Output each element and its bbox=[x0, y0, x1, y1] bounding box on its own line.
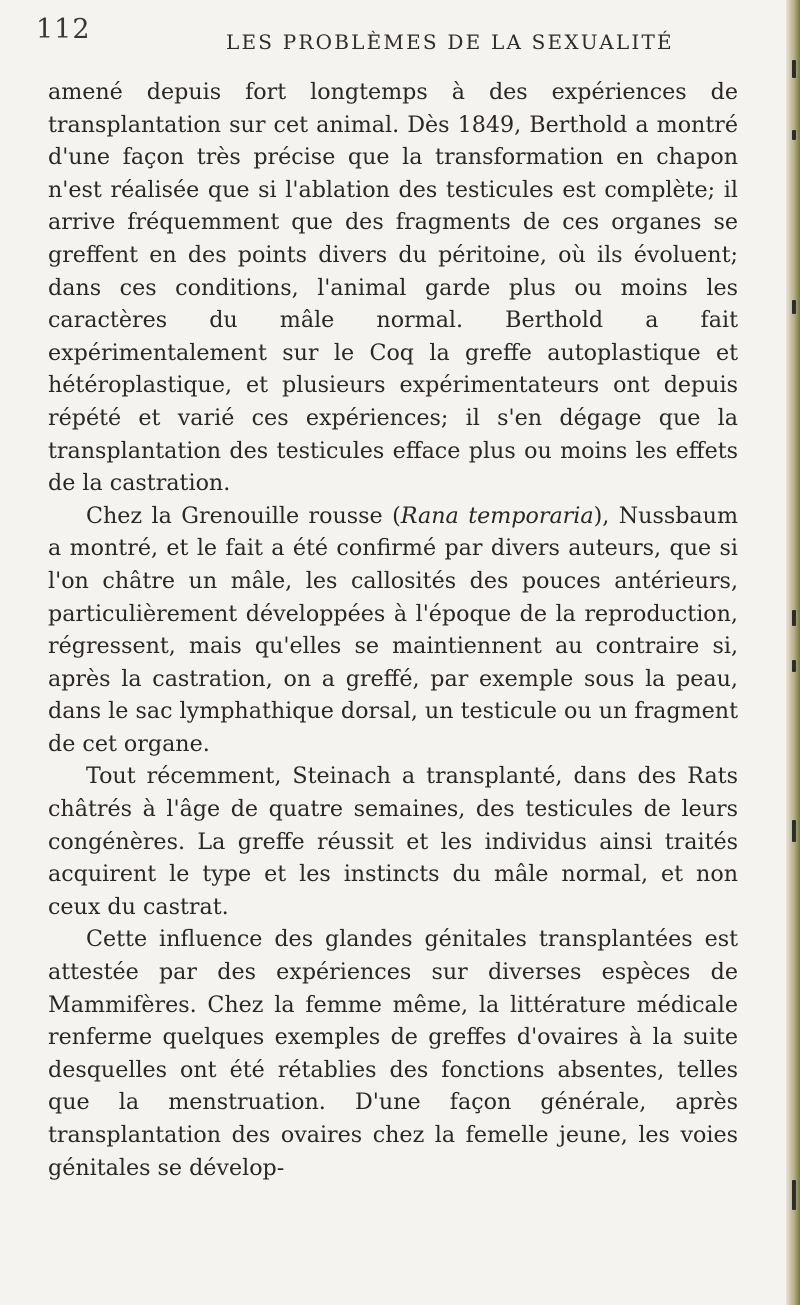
paragraph-2-rest: ), Nussbaum a montré, et le fait a été confirmé par divers auteurs, que si l'on châtre un mâle, les callosités des pouces antérieurs, particulièrement développées à l'époque de la reproduction, régressent, mais qu'elles se maintiennent au contraire si, après la castration, on a greffé, par exemple sous la peau, dans le sac lymphathique dorsal, un testicule ou un fragment de cet organe. bbox=[48, 502, 738, 757]
paragraph-3: Tout récemment, Steinach a transplanté, dans des Rats châtrés à l'âge de quatre semaines, des testicules de leurs congénères. La greffe réussit et les individus ainsi traités acquirent le type et les instincts du mâle normal, et non ceux du castrat. bbox=[48, 763, 738, 920]
spine-mark bbox=[792, 130, 796, 140]
spine-mark bbox=[792, 820, 796, 842]
paragraph-4: Cette influence des glandes génitales transplantées est attestée par des expériences sur diverses espèces de Mammifères. Chez la femme même, la littérature médicale renferme quelques exemples de greffes d'ovaires à la suite desquelles ont été rétablies des fonctions absentes, telles que la menstruation. D'une façon générale, après transplantation des ovaires chez la femelle jeune, les voies génitales se dévelop- bbox=[48, 926, 738, 1181]
spine-mark bbox=[792, 1180, 796, 1210]
paragraph-2 bbox=[48, 500, 738, 761]
running-head: LES PROBLÈMES DE LA SEXUALITÉ bbox=[226, 30, 674, 54]
spine-mark bbox=[792, 300, 796, 314]
page-edge-spine bbox=[786, 0, 800, 1305]
species-name: Rana temporaria bbox=[400, 502, 594, 529]
spine-mark bbox=[792, 610, 796, 626]
body-text bbox=[48, 76, 738, 1184]
paragraph-2-lead: Chez la Grenouille rousse ( bbox=[86, 502, 401, 529]
paragraph-1: amené depuis fort longtemps à des expériences de transplantation sur cet animal. Dès 1849, Berthold a montré d'une façon très précise que la transformation en chapon n'est réalisée que si l'ablation des testicules est complète; il arrive fréquemment que des fragments de ces organes se greffent en des points divers du péritoine, où ils évoluent; dans ces conditions, l'animal garde plus ou moins les caractères du mâle normal. Berthold a fait expérimentalement sur le Coq la greffe autoplastique et hétéroplastique, et plusieurs expérimentateurs ont depuis répété et varié ces expériences; il s'en dégage que la transplantation des testicules efface plus ou moins les effets de la castration. bbox=[48, 79, 738, 497]
page-number: 112 bbox=[36, 14, 91, 45]
spine-mark bbox=[792, 660, 796, 672]
spine-mark bbox=[792, 60, 796, 78]
